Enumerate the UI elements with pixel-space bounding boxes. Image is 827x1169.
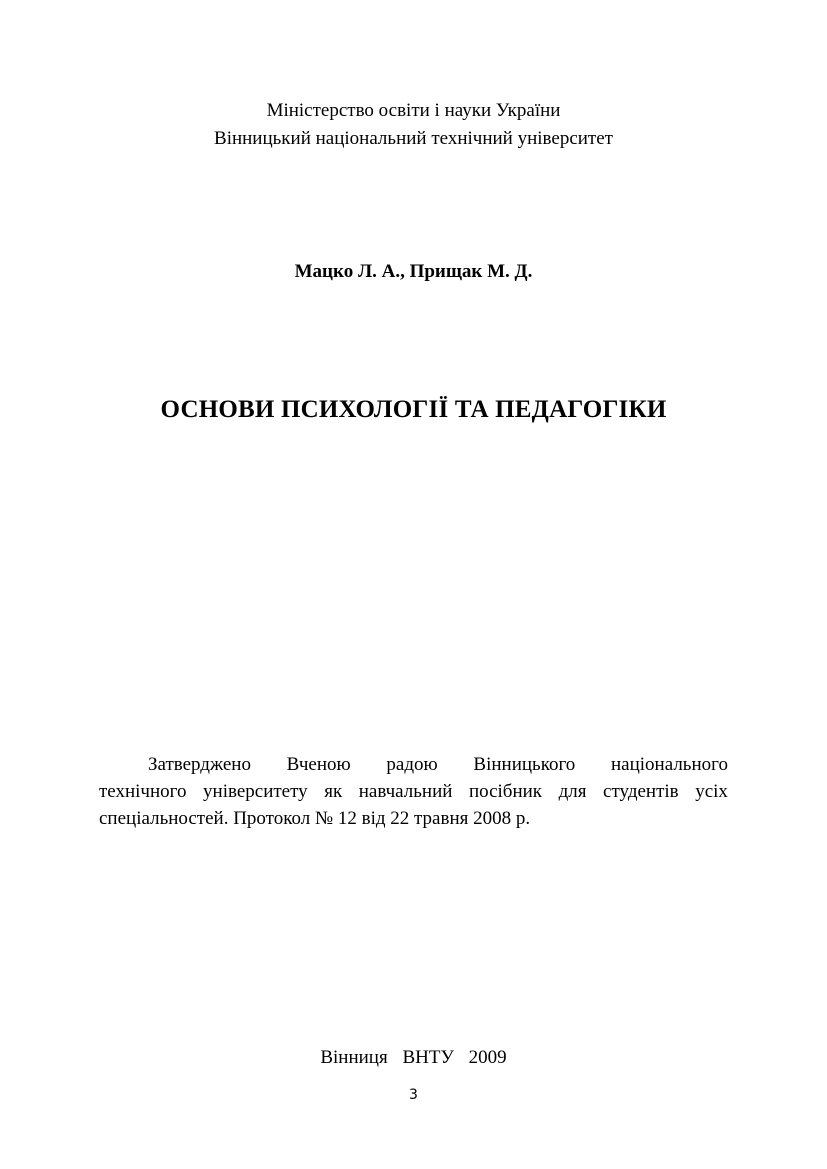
- approval-word: усіх: [695, 781, 728, 802]
- imprint: [0, 1045, 827, 1071]
- approval-word: студентів: [603, 781, 679, 802]
- authors: Мацко Л. А., Прищак М. Д.: [294, 261, 533, 282]
- university-name: Вінницький національний технічний університет: [214, 128, 613, 149]
- page-number: 3: [409, 1087, 418, 1103]
- approval-word: Затверджено: [148, 754, 251, 775]
- approval-word: радою: [386, 754, 438, 775]
- imprint-year: 2009: [468, 1047, 507, 1068]
- approval-word: національного: [611, 754, 728, 775]
- approval-word: як: [324, 781, 343, 802]
- approval-word: Вченою: [286, 754, 351, 775]
- ministry-name: Міністерство освіти і науки України: [266, 100, 561, 121]
- approval-word: посібник: [468, 781, 543, 802]
- approval-paragraph: [99, 751, 728, 832]
- document-title: ОСНОВИ ПСИХОЛОГІЇ ТА ПЕДАГОГІКИ: [160, 396, 667, 423]
- approval-line-2: [99, 778, 728, 805]
- approval-word: для: [558, 781, 587, 802]
- approval-line-3: [99, 805, 728, 832]
- approval-line-1: [99, 751, 728, 778]
- header-block: [0, 97, 827, 153]
- imprint-city: Вінниця: [320, 1047, 388, 1068]
- approval-word: університету: [203, 781, 308, 802]
- approval-word: Вінницького: [473, 754, 576, 775]
- approval-protocol: спеціальностей. Протокол № 12 від 22 травня 2008 р.: [99, 808, 531, 829]
- imprint-publisher: ВНТУ: [402, 1047, 454, 1068]
- approval-word: навчальний: [358, 781, 453, 802]
- approval-word: технічного: [99, 781, 187, 802]
